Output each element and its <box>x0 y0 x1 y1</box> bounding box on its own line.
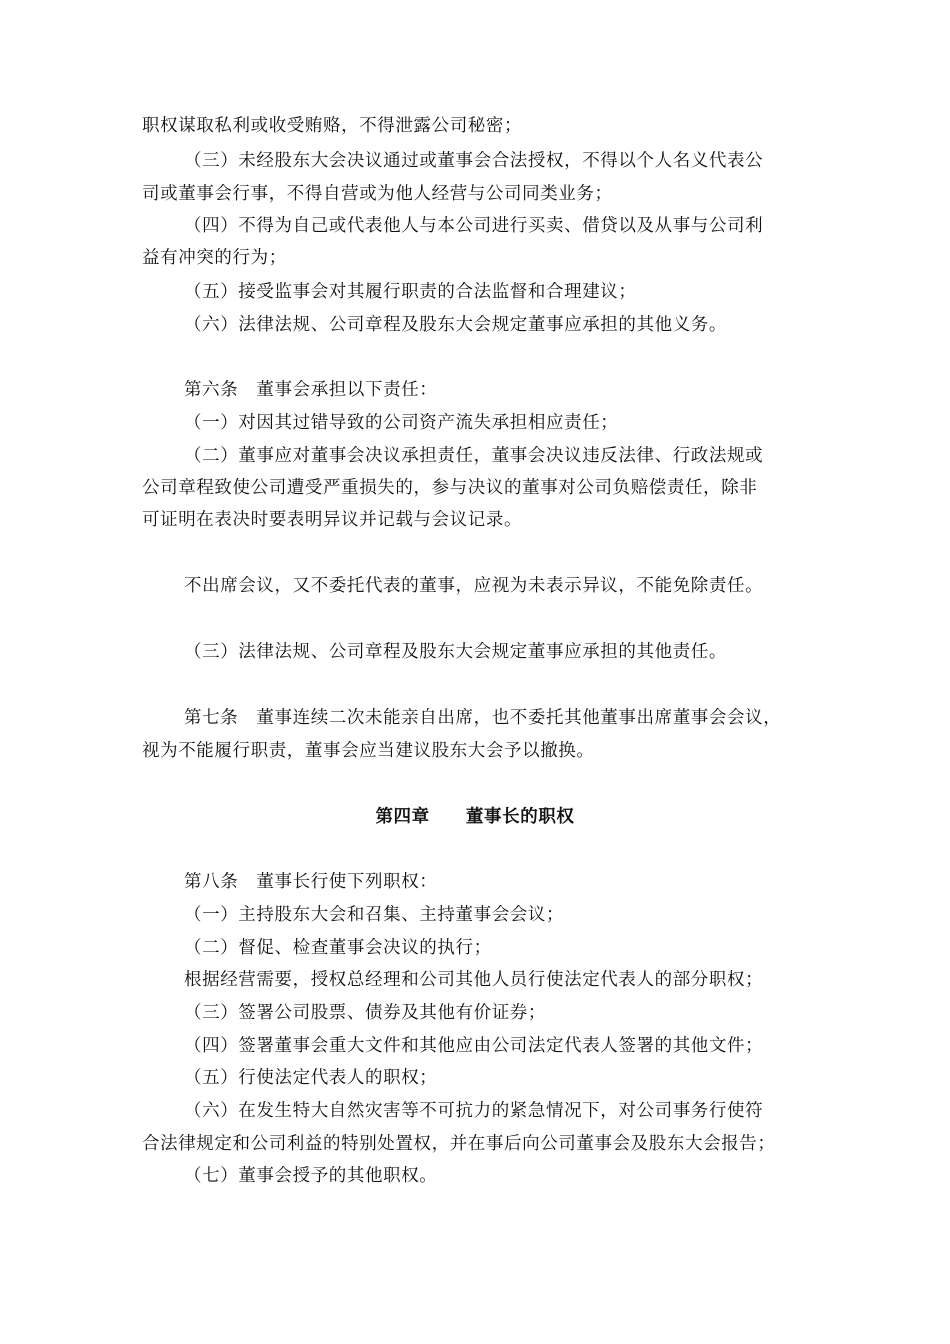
body-line: 司或董事会行事，不得自营或为他人经营与公司同类业务； <box>142 184 613 204</box>
clause-item: （三）签署公司股票、债券及其他有价证券； <box>184 1003 546 1023</box>
clause-item: （三）未经股东大会决议通过或董事会合法授权，不得以个人名义代表公 <box>184 151 764 171</box>
article-title: 第八条 董事长行使下列职权： <box>184 872 438 892</box>
clause-item: （二）督促、检查董事会决议的执行； <box>184 938 492 958</box>
clause-item: （六）法律法规、公司章程及股东大会规定董事应承担的其他义务。 <box>184 315 727 335</box>
clause-item: （四）签署董事会重大文件和其他应由公司法定代表人签署的其他文件； <box>184 1036 764 1056</box>
clause-item: （四）不得为自己或代表他人与本公司进行买卖、借贷以及从事与公司利 <box>184 216 764 236</box>
clause-item: （一）主持股东大会和召集、主持董事会会议； <box>184 905 565 925</box>
body-line: 益有冲突的行为； <box>142 248 287 268</box>
clause-item: （二）董事应对董事会决议承担责任，董事会决议违反法律、行政法规或 <box>184 446 764 466</box>
article-title: 第六条 董事会承担以下责任： <box>184 380 438 400</box>
body-paragraph: 根据经营需要，授权总经理和公司其他人员行使法定代表人的部分职权； <box>184 970 764 990</box>
body-paragraph: 不出席会议，又不委托代表的董事，应视为未表示异议，不能免除责任。 <box>184 576 764 596</box>
clause-item: （六）在发生特大自然灾害等不可抗力的紧急情况下，对公司事务行使符 <box>184 1101 764 1121</box>
clause-item: （七）董事会授予的其他职权。 <box>184 1166 438 1186</box>
body-line: 视为不能履行职责，董事会应当建议股东大会予以撤换。 <box>142 741 595 761</box>
article-title: 第七条 董事连续二次未能亲自出席，也不委托其他董事出席董事会会议， <box>184 708 782 728</box>
clause-item: （五）接受监事会对其履行职责的合法监督和合理建议； <box>184 282 637 302</box>
chapter-heading: 第四章 董事长的职权 <box>375 807 575 827</box>
clause-item: （五）行使法定代表人的职权； <box>184 1068 438 1088</box>
body-line: 公司章程致使公司遭受严重损失的，参与决议的董事对公司负赔偿责任，除非 <box>142 478 758 498</box>
body-line: 合法律规定和公司利益的特别处置权，并在事后向公司董事会及股东大会报告； <box>142 1134 776 1154</box>
clause-item: （三）法律法规、公司章程及股东大会规定董事应承担的其他责任。 <box>184 642 727 662</box>
body-line: 职权谋取私利或收受贿赂，不得泄露公司秘密； <box>142 116 523 136</box>
clause-item: （一）对因其过错导致的公司资产流失承担相应责任； <box>184 413 619 433</box>
body-line: 可证明在表决时要表明异议并记载与会议记录。 <box>142 510 523 530</box>
